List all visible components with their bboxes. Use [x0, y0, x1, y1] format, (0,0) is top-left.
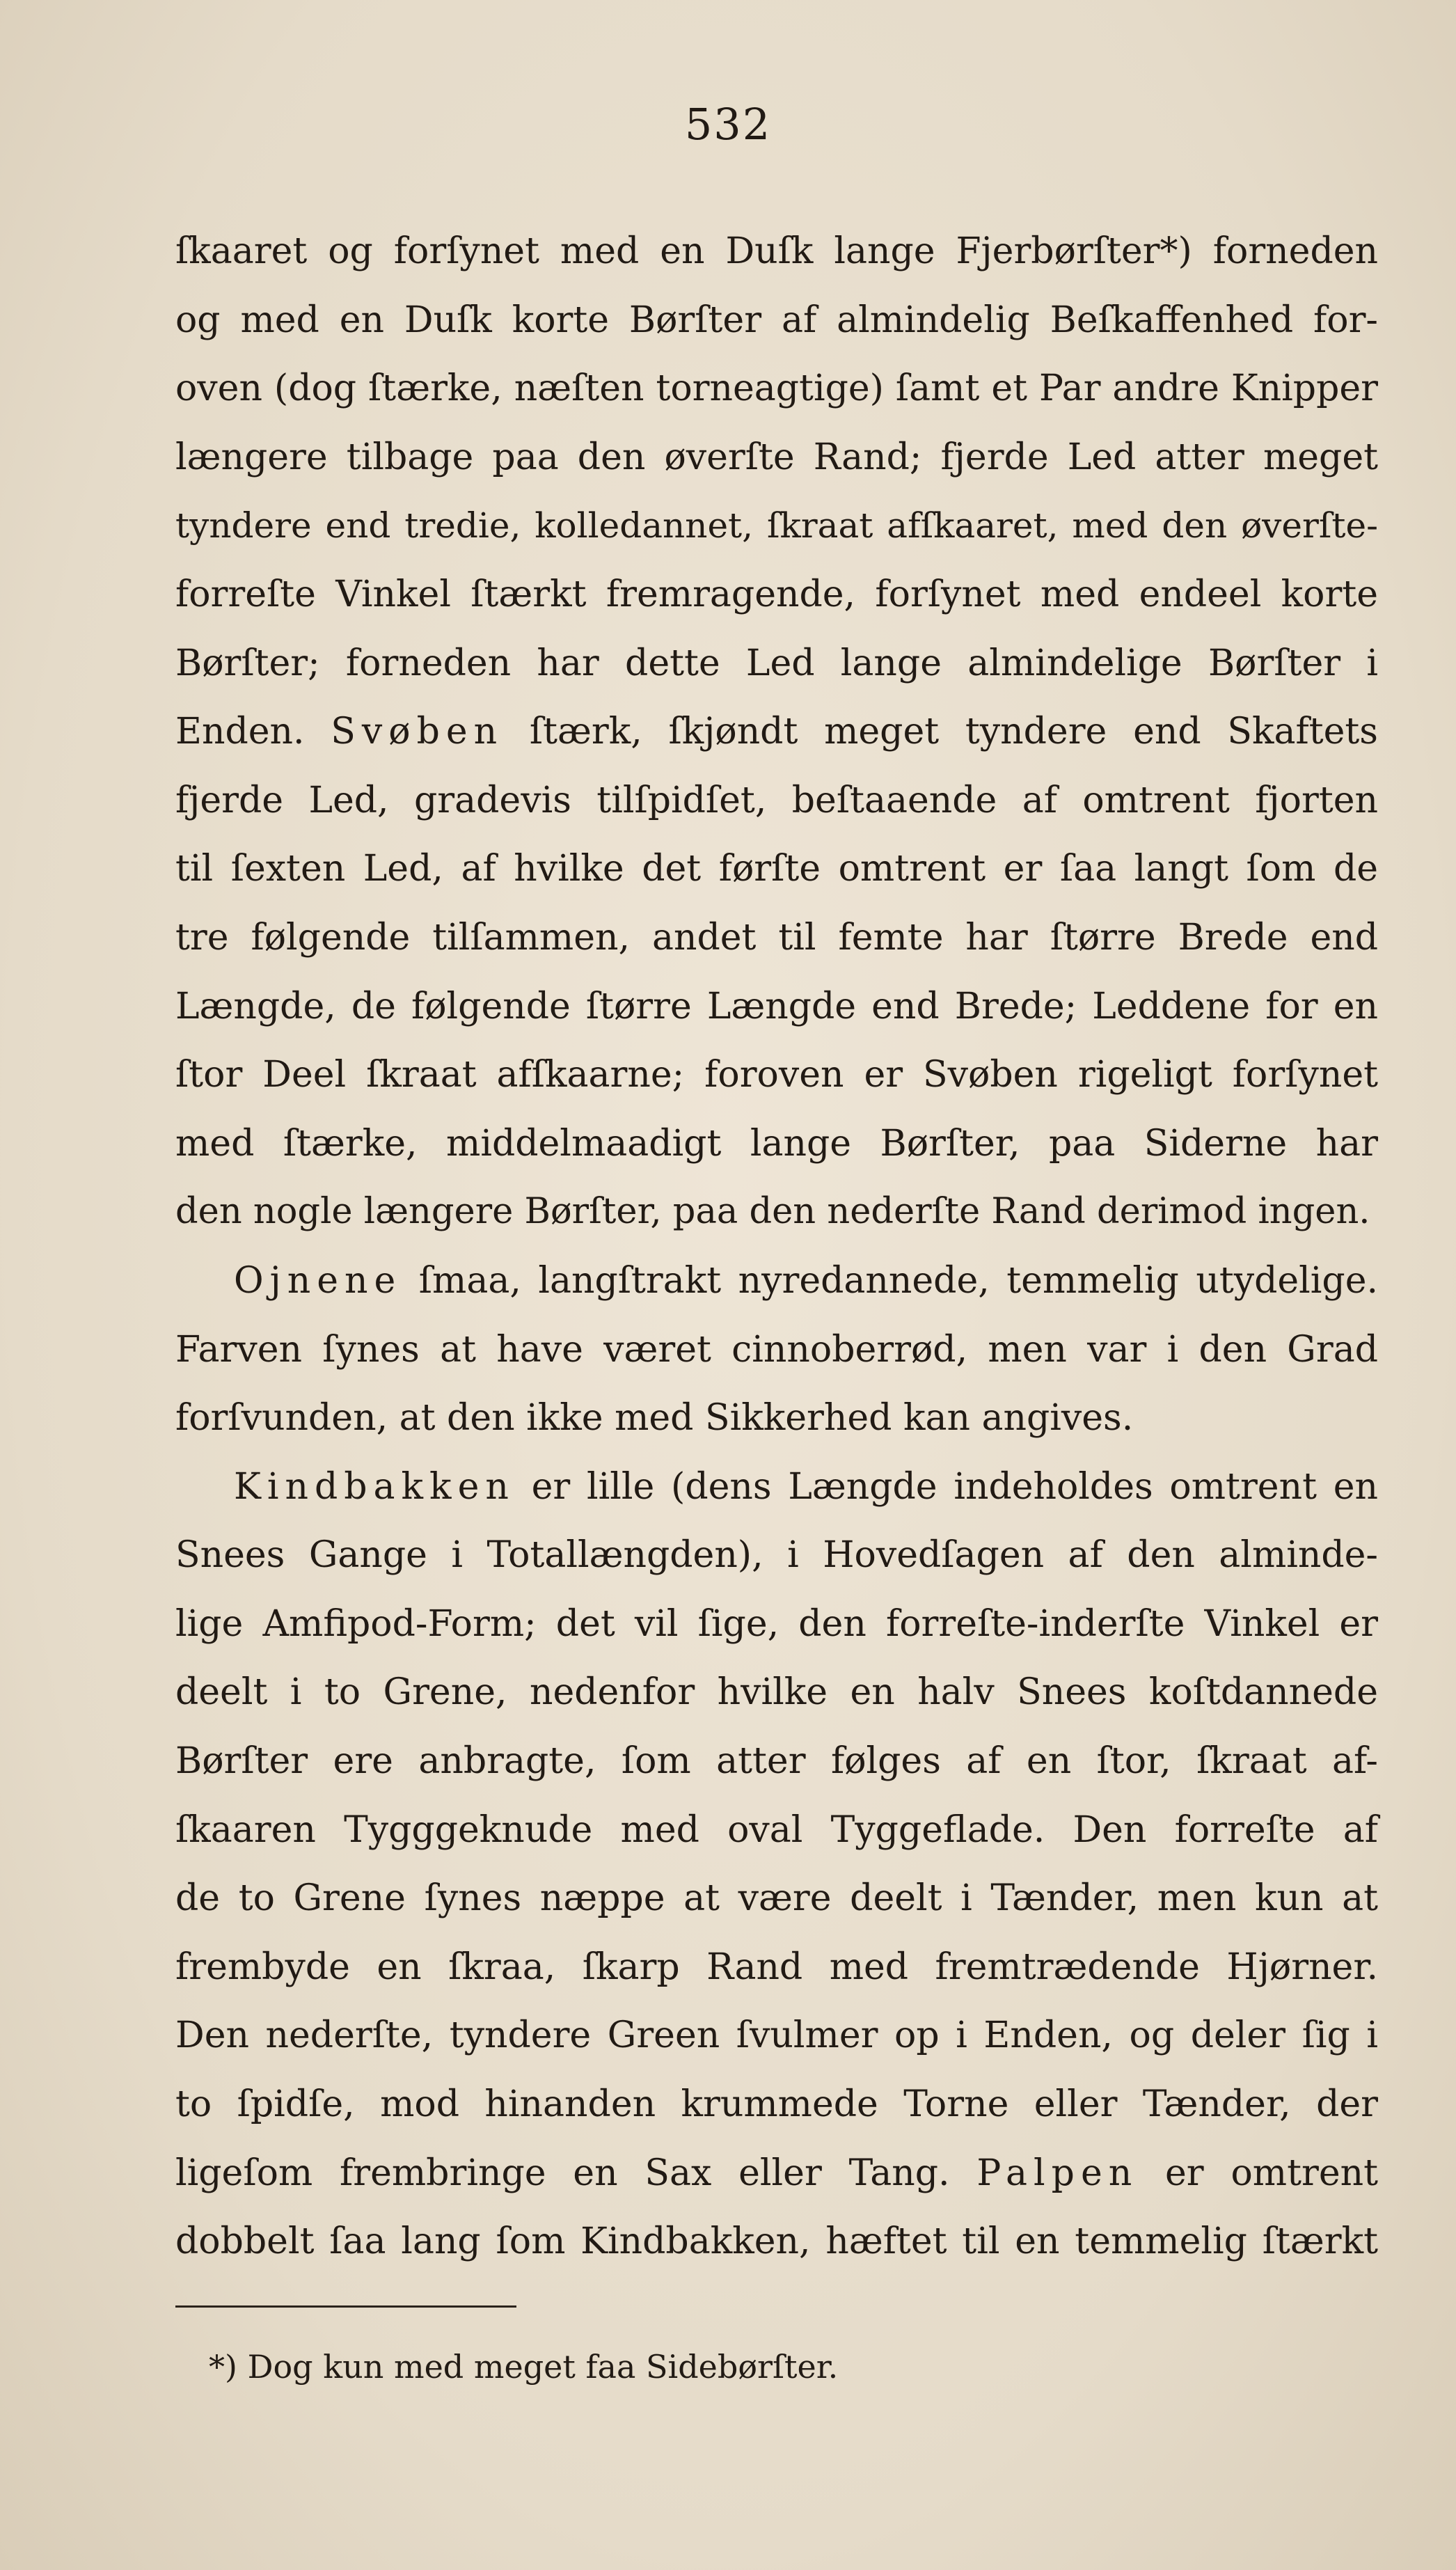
- text-line: [175, 2139, 1378, 2208]
- text-line: Den nederſte, tyndere Green ſvulmer op i Enden, og deler ſig i: [175, 2015, 1378, 2057]
- text-line: tyndere end tredie, kolledannet, ſkraat afſkaaret, med den øverſte-: [175, 505, 1378, 546]
- text-line: Børſter; forneden har dette Led lange almindelige Børſter i: [175, 642, 1378, 684]
- spaced-term: Ojnene: [234, 1259, 402, 1302]
- text-line: og med en Duſk korte Børſter af almindelig Beſkaffenhed for-: [175, 299, 1378, 341]
- text-line: Længde, de følgende ſtørre Længde end Brede; Leddene for en: [175, 985, 1378, 1027]
- text-line: frembyde en ſkraa, ſkarp Rand med fremtrædende Hjørner.: [175, 1946, 1378, 1988]
- text-line: de to Grene ſynes næppe at være deelt i Tænder, men kun at: [175, 1877, 1378, 1920]
- text-line: [175, 1453, 1378, 1522]
- text-segment: ligeſom frembringe en Sax eller Tang.: [175, 2152, 977, 2194]
- text-line: ſkaaren Tygggeknude med oval Tyggeflade. Den forreſte af: [175, 1808, 1378, 1851]
- text-segment: ſtærk, ſkjøndt meget tyndere end Skaftets: [503, 711, 1378, 753]
- text-segment: Enden.: [175, 711, 331, 753]
- text-line: deelt i to Grene, nedenfor hvilke en halv Snees koſtdannede: [175, 1671, 1378, 1714]
- text-line: [175, 1247, 1378, 1316]
- text-line: dobbelt ſaa lang ſom Kindbakken, hæftet til en temmelig ſtærkt: [175, 2221, 1378, 2263]
- footnote-divider: [175, 2305, 516, 2308]
- text-segment: er omtrent: [1138, 2152, 1378, 2194]
- text-line: ſkaaret og forſynet med en Duſk lange Fjerbørſter*) forneden: [175, 230, 1378, 272]
- text-line: tre følgende tilſammen, andet til femte har ſtørre Brede end: [175, 916, 1378, 959]
- text-line: to ſpidſe, mod hinanden krummede Torne eller Tænder, der: [175, 2083, 1378, 2126]
- text-line: den nogle længere Børſter, paa den nederſte Rand derimod ingen.: [175, 1191, 1370, 1233]
- body-text: [175, 217, 1378, 2276]
- text-segment: er lille (dens Længde indeholdes omtrent en: [514, 1465, 1378, 1508]
- page-number: 532: [684, 99, 772, 150]
- spaced-term: Kindbakken: [234, 1465, 515, 1508]
- text-line: til ſexten Led, af hvilke det førſte omtrent er ſaa langt ſom de: [175, 848, 1378, 890]
- text-line: forreſte Vinkel ſtærkt fremragende, forſynet med endeel korte: [175, 573, 1378, 615]
- text-line: Farven ſynes at have været cinnoberrød, men var i den Grad: [175, 1328, 1378, 1371]
- text-line: oven (dog ſtærke, næſten torneagtige) ſamt et Par andre Knipper: [175, 368, 1378, 410]
- text-line: fjerde Led, gradevis tilſpidſet, beſtaaende af omtrent fjorten: [175, 779, 1378, 821]
- text-line: længere tilbage paa den øverſte Rand; fjerde Led atter meget: [175, 436, 1378, 478]
- text-line: Børſter ere anbragte, ſom atter følges af en ſtor, ſkraat af-: [175, 1740, 1378, 1783]
- text-line: ſtor Deel ſkraat afſkaarne; foroven er Svøben rigeligt forſynet: [175, 1054, 1378, 1096]
- spaced-term: Palpen: [976, 2152, 1139, 2194]
- spaced-term: Svøben: [331, 711, 504, 753]
- text-line: med ſtærke, middelmaadigt lange Børſter, paa Siderne har: [175, 1122, 1378, 1165]
- text-line: lige Amfipod-Form; det vil ſige, den forreſte-inderſte Vinkel er: [175, 1602, 1378, 1645]
- text-line: [175, 697, 1378, 766]
- footnote: *) Dog kun med meget faa Sidebørſter.: [209, 2348, 839, 2386]
- text-line: forſvunden, at den ikke med Sikkerhed kan angives.: [175, 1397, 1134, 1440]
- text-segment: ſmaa, langſtrakt nyredannede, temmelig utydelige.: [402, 1259, 1378, 1302]
- text-line: Snees Gange i Totallængden), i Hovedſagen af den alminde-: [175, 1534, 1378, 1577]
